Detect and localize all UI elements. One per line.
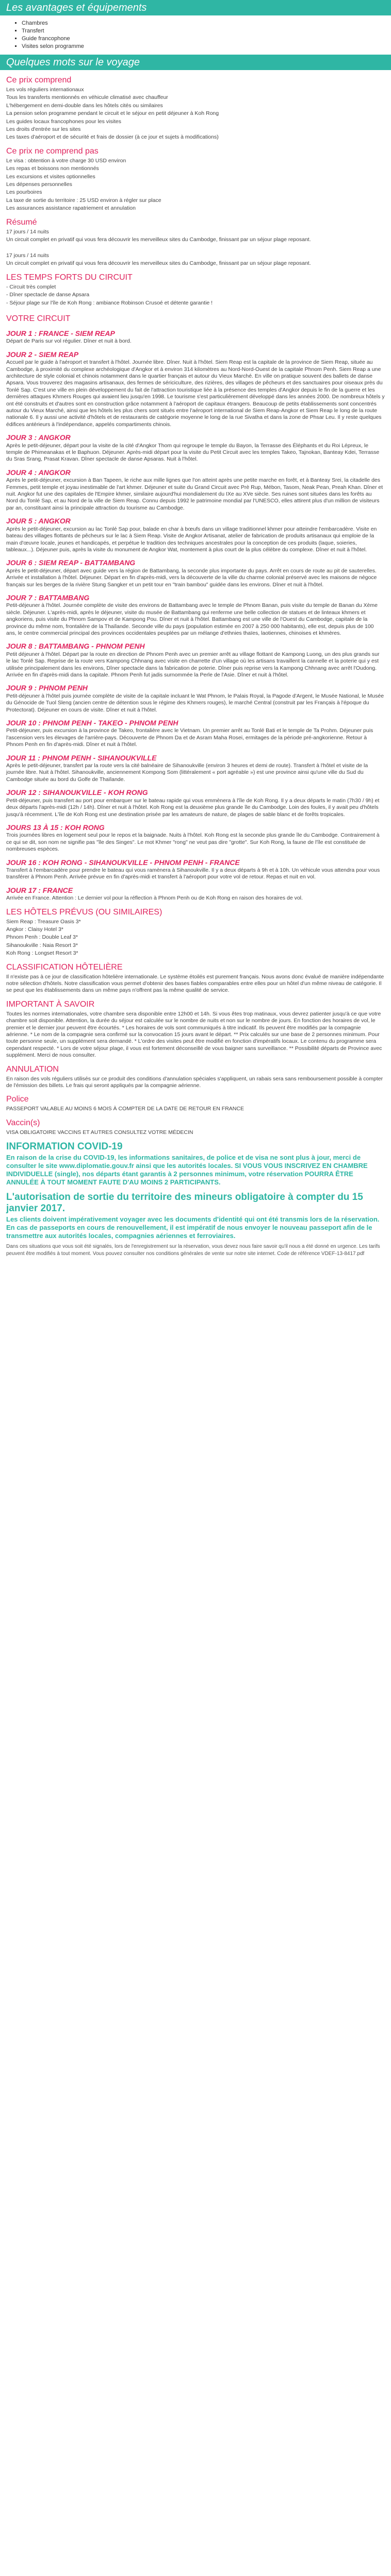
day-text: Petit-déjeuner à l'hôtel. Journée complète de visite des environs de Battambang avec le temple de Phnom Banan, puis visite du temple de Banan du Xème siècle. Déjeuner. L'après-midi, après le déjeuner, visite du musée de Battambang qui renferme une belle collection de statues et de linteaux khmers et angkoriens, puis visite du Phnom Sampov et de Kampong Pou. Dîner et nuit à l'hôtel. Battambang est une ville de l'Ouest du Cambodge, capitale de la province du même nom, frontalière de la Thaïlande. Seconde ville du pays (population estimée en 2007 à 250 000 habitants), elle est, depuis plus de 100 ans, le centre commercial principal des provinces occidentales peuplées par un mélange d'ethnies thaïes, laotiennes, chinoises et khmères. [6, 602, 378, 636]
classification-text: Il n'existe pas à ce jour de classification hôtelière internationale. Le système étoilés est purement français. Nous avons donc évalué de manière indépendante notre sélection d'hôtels. Notre classification vous permet d'obtenir des bases fiables comparables entre elles pour un hôtel d'un même niveau de catégorie. Il se peut que les établissements dans un même pays n'offrent pas la même qualité de service. [6, 973, 384, 994]
price-includes-line: Les guides locaux francophones pour les visites [6, 118, 121, 125]
important-text: Toutes les normes internationales, votre chambre sera disponible entre 12h00 et 14h. Si vous êtes trop matinaux, vous devrez patienter jusqu'à ce que votre chambre soit disponible. Attention, la durée du séjour est calculée sur le nombre de nuits et non sur le nombre de jours. En fonction des horaires de vol, le premier et le dernier jour peuvent être écourtés. * Les horaires de vols sont communiqués à titre indicatif. Ils peuvent être modifiés par la compagnie aérienne. * Le nom de la compagnie sera confirmé sur la convocation 15 jours avant le départ. ** Prix calculés sur une base de 2 personnes minimum. Pour toute personne seule, un supplément sera demandé. * L'ordre des visites peut être modifié en fonction d'impératifs locaux. Le contenu du programme sera cependant respecté. * Lors de votre séjour plage, il vous est fortement déconseillé de vous baigner sans surveillance. ** Possibilité départs de Province avec supplément. Merci de nous consulter. [6, 1010, 382, 1059]
highlights-title: LES TEMPS FORTS DU CIRCUIT [6, 273, 133, 282]
day-block [6, 434, 385, 463]
hotel-line: Angkor : Claisy Hotel 3* [6, 926, 63, 933]
day-block [6, 351, 385, 428]
price-excludes-line: Les repas et boissons non mentionnés [6, 165, 99, 172]
day-block [6, 330, 385, 345]
advantages-banner: Les avantages et équipements [0, 0, 391, 15]
day-text: Après le petit-déjeuner, départ pour la visite de la cité d'Angkor Thom qui regroupe le temple du Bayon, la Terrasse des Éléphants et du Roi Lépreux, le temple de Phimeanakas et le Baphuon. Déjeuner. Après-midi départ pour la visite du Petit Circuit avec les temples Takeo, Tajnokan, Banteay Kdei, Terrasse du Sras Srang, Prasat Kravan. Dîner spectacle de danse Apsaras. Nuit à l'hôtel. [6, 442, 380, 463]
day-text: Petit-déjeuner à l'hôtel puis journée complète de visite de la capitale incluant le Wat Phnom, le Palais Royal, la Pagode d'Argent, le Musée National, le Musée du Génocide de Tuol Sleng (ancien centre de détention sous le régime des Khmers rouges), le marché Central (construit par les Français à l'époque du Protectorat). Déjeuner en cours de visite. Dîner et nuit à l'hôtel. [6, 692, 384, 713]
advantage-item: ▪ Transfert [22, 27, 391, 35]
day-text: Arrivée en France. Attention : Le dernier vol pour la réflection à Phnom Penh ou de Koh Rong en raison des horaires de vol. [6, 895, 303, 902]
day-block [6, 720, 385, 749]
day-block [6, 518, 385, 553]
day-text: Après le petit-déjeuner, excursion au lac Tonlé Sap pour, balade en char à bœufs dans un village traditionnel khmer pour atteindre l'embarcadère. Visite en bateau des villages flottants de pêcheurs sur le lac à Siem Reap. Visite de Angkor Artisanat, atelier de fabrication de produits artisanaux qui emploie de la main d'œuvre locale, jeunes et handicapés, et perpétue le tradition des techniques ancestrales pour la conception de ces produits (laque, soieries, tableaux...). Déjeuner puis, après la visite du monument de Angkor Wat, montement à plus court de la plus célèbre du complexe. Dîner et nuit à l'hôtel. [6, 526, 377, 553]
highlight-line: - Circuit très complet [6, 283, 56, 290]
day-title: JOUR 12 : SIHANOUKVILLE - KOH RONG [6, 788, 148, 797]
day-block [6, 789, 385, 818]
price-includes-line: Les droits d'entrée sur les sites [6, 126, 81, 133]
important-title: IMPORTANT À SAVOIR [6, 999, 95, 1009]
summary-line: Un circuit complet en privatif qui vous fera découvrir les merveilleux sites du Cambodge, finissant par un séjour plage reposant. [6, 236, 311, 243]
price-includes-title: Ce prix comprend [6, 76, 72, 84]
day-title: JOURS 13 À 15 : KOH RONG [6, 823, 105, 832]
cancellation-text: En raison des vols réguliers utilisés sur ce produit des conditions d'annulation spéciales s'appliquent, un rabais sera sans remboursement possible à compter de l'émission des billets. Le frais qui seront appliqués par la compagnie aérienne. [6, 1075, 383, 1089]
highlight-line: - Séjour plage sur l'île de Koh Rong : ambiance Robinson Crusoé et détente garantie ! [6, 299, 213, 306]
price-excludes-line: Le visa : obtention à votre charge 30 USD environ [6, 157, 126, 164]
day-block [6, 469, 385, 512]
day-title: JOUR 1 : FRANCE - SIEM REAP [6, 329, 115, 337]
day-block [6, 595, 385, 637]
vaccines-text: VISA OBLIGATOIRE VACCINS ET AUTRES CONSULTEZ VOTRE MÉDECIN [6, 1129, 193, 1136]
circuit-title: VOTRE CIRCUIT [6, 314, 71, 323]
day-text: Petit déjeuner à l'hôtel. Départ par la route en direction de Phnom Penh avec un premier arrêt au village flottant de Kampong Luong, un des plus grands sur le lac Tonlé Sap. Reprise de la route vers Kampong Chhnang avec visite en charrette d'un village où les artisans travaillent la cannelle et la poterie qui y est utilisée principalement dans les environs, Dîner spectacle dans la fabrication de poterie. Dîner puis reprise vers la Kampong Chhnang avec arrêt l'Oudong. Arrivée en fin d'après-midi dans la capitale. Phnom Penh fut jadis surnommée la Perle de l'Asie. Dîner et nuit à l'hôtel. [6, 651, 380, 678]
summary-line: 17 jours / 14 nuits [6, 228, 49, 235]
price-excludes-line: La taxe de sortie du territoire : 25 USD environ à régler sur place [6, 197, 161, 204]
day-title: JOUR 7 : BATTAMBANG [6, 593, 90, 602]
day-block [6, 859, 385, 881]
minors-exit-text: Les clients doivent impérativement voyager avec les documents d'identité qui ont été transmis lors de la réservation. En cas de passeports en cours de renouvellement, il est impératif de nous envoyer le nouveau passeport afin de le transmettre aux autorités locales, compagnies aériennes et ferroviaires. [6, 1215, 380, 1240]
advantage-item: ▪ Guide francophone [22, 35, 391, 43]
day-text: Après le petit-déjeuner, excursion à Ban Tapeen, le riche aux mille lignes que l'on atteint après une petite marche en forêt, et à Banteay Srei, la citadelle des Femmes, petit temple et joyau inestimable de l'art khmer. Déjeuner et suite du Grand Circuit avec Prè Rup, Mébon, Tasom, Neak Pean, Preah Khan. Dîner et nuit. Angkor fut une des capitales de l'Empire khmer, similaire aujourd'hui mondialement du IXe au XVe siècle. Ses ruines sont situées dans les forêts au Nord du Tonlé Sap, et au Nord de la ville de Siem Reap. Connu depuis 1992 le patrimoine mondial par l'UNESCO, elles attirent plus d'un million de visiteurs par an, constituant ainsi la principale attraction du tourisme au Cambodge. [6, 477, 383, 511]
price-includes-line: La pension selon programme pendant le circuit et le séjour en petit déjeuner à Koh Rong [6, 110, 219, 117]
day-text: Petit-déjeuner, puis excursion à la province de Takeo, frontalière avec le Vietnam. Un premier arrêt au Tonlé Bati et le temple de Ta Prohm. Déjeuner puis l'ascension vers les élevages de l'arrière-pays. Découverte de Phnom Da et de Asram Maha Rosei, ermitages de la période pré-angkorienne. Retour à Phnom Penh en fin d'après-midi. Dîner et nuit à l'hôtel. [6, 727, 373, 748]
day-title: JOUR 17 : FRANCE [6, 886, 73, 894]
price-excludes-line: Les excursions et visites optionnelles [6, 173, 95, 180]
hotel-line: Sihanoukville : Naia Resort 3* [6, 942, 78, 948]
advantage-item: ▪ Chambres [22, 20, 391, 27]
content [0, 75, 391, 1257]
day-text: Transfert à l'embarcadère pour prendre le bateau qui vous ramènera à Sihanoukville. Il y a deux départs à 9h et à 10h. Un véhicule vous attendra pour vous transférer à Phnom Penh. Arrivée prévue en fin d'après-midi et transfert à l'aéroport pour votre vol de retour. Repas et nuit en vol. [6, 867, 380, 880]
day-text: Trois journées libres en logement seul pour le repos et la baignade. Nuits à l'hôtel. Koh Rong est la seconde plus grande île du Cambodge. Contrairement à ce qui se dit, son nom ne signifie pas "île des Singes". Le mot Khmer "rong" ne veut pas dire "grotte". Sur Koh Rong, la faune de l'île est constituée de nombreuses espèces. [6, 832, 380, 853]
cancellation-title: ANNULATION [6, 1064, 59, 1074]
day-title: JOUR 3 : ANGKOR [6, 433, 71, 442]
summary-line: 17 jours / 14 nuits [6, 252, 49, 259]
vaccines-title: Vaccin(s) [6, 1118, 40, 1127]
day-title: JOUR 8 : BATTAMBANG - PHNOM PENH [6, 642, 145, 651]
advantages-list [0, 20, 391, 50]
hotel-line: Siem Reap : Treasure Oasis 3* [6, 918, 81, 925]
price-excludes-line: Les pourboires [6, 189, 42, 196]
day-text: Accueil par le guide à l'aéroport et transfert à l'hôtel. Journée libre. Dîner. Nuit à l'hôtel. Siem Reap est la capitale de la province de Siem Reap, située au Cambodge, à proximité du complexe archéologique d'Angkor et à environ 314 kilomètres au Nord-Nord-Ouest de la capitale Phnom Penh. Siem Reap a une architecture de style colonial et chinois notamment dans le quartier français et autour du Vieux Marché. En ville on pratique souvent des ballets de danse Apsara. Vous trouverez des magasins artisanaux, des fermes de sériciculture, des rizières, des villages de pêcheurs et des sanctuaires pour oiseaux près du Tonlé Sap. C'est une ville en plein développement du fait de l'attraction touristique liée à la présence des temples d'Angkor depuis le fin de la guerre et les dernières attaques Khmers Rouges qui avaient lieu jusqu'en 1998. Le tourisme s'est particulièrement développé dans les années 2000. De nombreux hôtels y ont été construits et d'autres sont en construction grâce notamment à l'aéroport de capitaux étrangers. Beaucoup de petits établissements sont concentrés autour du Vieux Marché, ainsi que les hôtels les plus chers sont situés entre l'aéroport international de Siem Reap-Angkor et Siem Reap le long de la route nationale 6. Il y aussi une activité d'hôtels et de restaurants de catégorie moyenne le long de la rue Sivatha et dans la zone de Phsar Leu. Il y reste quelques édifices antérieurs à l'indépendance, appelés compartiments chinois. [6, 359, 385, 428]
day-title: JOUR 11 : PHNOM PENH - SIHANOUKVILLE [6, 753, 157, 762]
day-title: JOUR 10 : PHNOM PENH - TAKEO - PHNOM PENH [6, 719, 178, 727]
day-title: JOUR 5 : ANGKOR [6, 517, 71, 526]
price-excludes-line: Les assurances assistance rapatriement et annulation [6, 205, 136, 212]
day-title: JOUR 2 - SIEM REAP [6, 350, 79, 359]
price-excludes-title: Ce prix ne comprend pas [6, 146, 99, 156]
summary-title: Résumé [6, 217, 37, 227]
day-title: JOUR 9 : PHNOM PENH [6, 684, 88, 692]
day-block [6, 824, 385, 853]
summary-line: Un circuit complet en privatif qui vous fera découvrir les merveilleux sites du Cambodge, finissant par un séjour plage reposant. [6, 260, 311, 267]
summary-line [6, 245, 385, 251]
price-includes-line: Tous les transferts mentionnés en véhicule climatisé avec chauffeur [6, 94, 168, 101]
day-block [6, 755, 385, 784]
footer-text: Dans ces situations que vous soit été signalés, lors de l'enregistrement sur la réservation, vous devez nous faire savoir qu'il nous a été donné en urgence. Les tarifs peuvent être modifiés à tout moment. Vous pouvez consulter nos conditions générales de vente sur notre site internet. Code de référence VDEF-13-8417.pdf [6, 1244, 380, 1257]
highlight-line: - Dîner spectacle de danse Apsara [6, 292, 90, 298]
price-includes-line: Les taxes d'aéroport et de sécurité et frais de dossier (à ce jour et sujets à modifications) [6, 134, 219, 141]
day-block [6, 643, 385, 679]
price-includes-line: Les vols réguliers internationaux [6, 87, 84, 93]
hotels-title: LES HÔTELS PRÉVUS (OU SIMILAIRES) [6, 907, 162, 917]
day-block [6, 560, 385, 588]
price-excludes-line: Les dépenses personnelles [6, 181, 72, 188]
classification-title: CLASSIFICATION HÔTELIÈRE [6, 962, 123, 972]
day-text: Petit-déjeuner, puis transfert au port pour embarquer sur le bateau rapide qui vous emmènera à l'île de Koh Rong. Il y a deux départs le matin (7h30 / 9h) et deux départs l'après-midi (12h / 14h). Dîner et nuit à l'hôtel. Koh Rong est la deuxième plus grande île du Cambodge. Loin des foules, il y avait peu d'hôtels jusqu'à récemment. L'île de Koh Rong est une destination prisée par les amateurs de nature, de plages de sable blanc et de forêts tropicales. [6, 797, 380, 818]
covid-title: INFORMATION COVID-19 [6, 1141, 123, 1153]
day-block [6, 887, 385, 902]
day-text: Après le petit-déjeuner, transfert par la route vers la cité balnéaire de Sihanoukville (environ 3 heures et demi de route). Transfert à l'hôtel et visite de la journée libre. Nuit à l'hôtel. Sihanoukville, anciennement Kompong Som (littéralement « port agréable ») est une province ainsi qu'une ville du Sud du Cambodge située au bord du Golfe de Thaïlande. [6, 762, 368, 783]
day-title: JOUR 4 : ANGKOR [6, 468, 71, 477]
hotel-line: Phnom Penh : Double Leaf 3* [6, 934, 78, 941]
advantage-item: ▪ Visites selon programme [22, 43, 391, 50]
covid-text: En raison de la crise du COVID-19, les informations sanitaires, de police et de visa ne sont plus à jour, merci de consulter le site www.diplomatie.gouv.fr ainsi que les autorités locales. SI VOUS VOUS INSCRIVEZ EN CHAMBRE INDIVIDUELLE (single), nos départs étant garantis à 2 personnes minimum, votre réservation POURRA ÊTRE ANNULÉE À TOUT MOMENT FAUTE D'AU MOINS 2 PARTICIPANTS. [6, 1154, 368, 1187]
day-title: JOUR 6 : SIEM REAP - BATTAMBANG [6, 558, 136, 567]
price-includes-line: L'hébergement en demi-double dans les hôtels cités ou similaires [6, 102, 163, 109]
minors-exit-title: L'autorisation de sortie du territoire des mineurs obligatoire à compter du 15 janvier 2017. [6, 1192, 363, 1214]
day-title: JOUR 16 : KOH RONG - SIHANOUKVILLE - PHNOM PENH - FRANCE [6, 858, 240, 867]
police-title: Police [6, 1095, 29, 1104]
police-text: PASSEPORT VALABLE AU MOINS 6 MOIS À COMPTER DE LA DATE DE RETOUR EN FRANCE [6, 1106, 244, 1112]
hotel-line: Koh Rong : Longset Resort 3* [6, 950, 78, 957]
day-text: Après le petit-déjeuner, départ avec guide vers la région de Battambang, la seconde plus importante du pays. Arrêt en cours de route au pit de sauterelles. Arrivée et installation à l'hôtel. Déjeuner. Départ en fin d'après-midi, vers la découverte de la ville du charme colonial préservé avec les maisons de négoce français sur les berges de la rivière Stung Sangker et un petit tour en "train bambou" guidée dans les environs. Dîner et nuit à l'hôtel. [6, 567, 377, 588]
day-text: Départ de Paris sur vol régulier. Dîner et nuit à bord. [6, 338, 132, 345]
day-block [6, 685, 385, 714]
trip-words-banner: Quelques mots sur le voyage [0, 55, 391, 70]
